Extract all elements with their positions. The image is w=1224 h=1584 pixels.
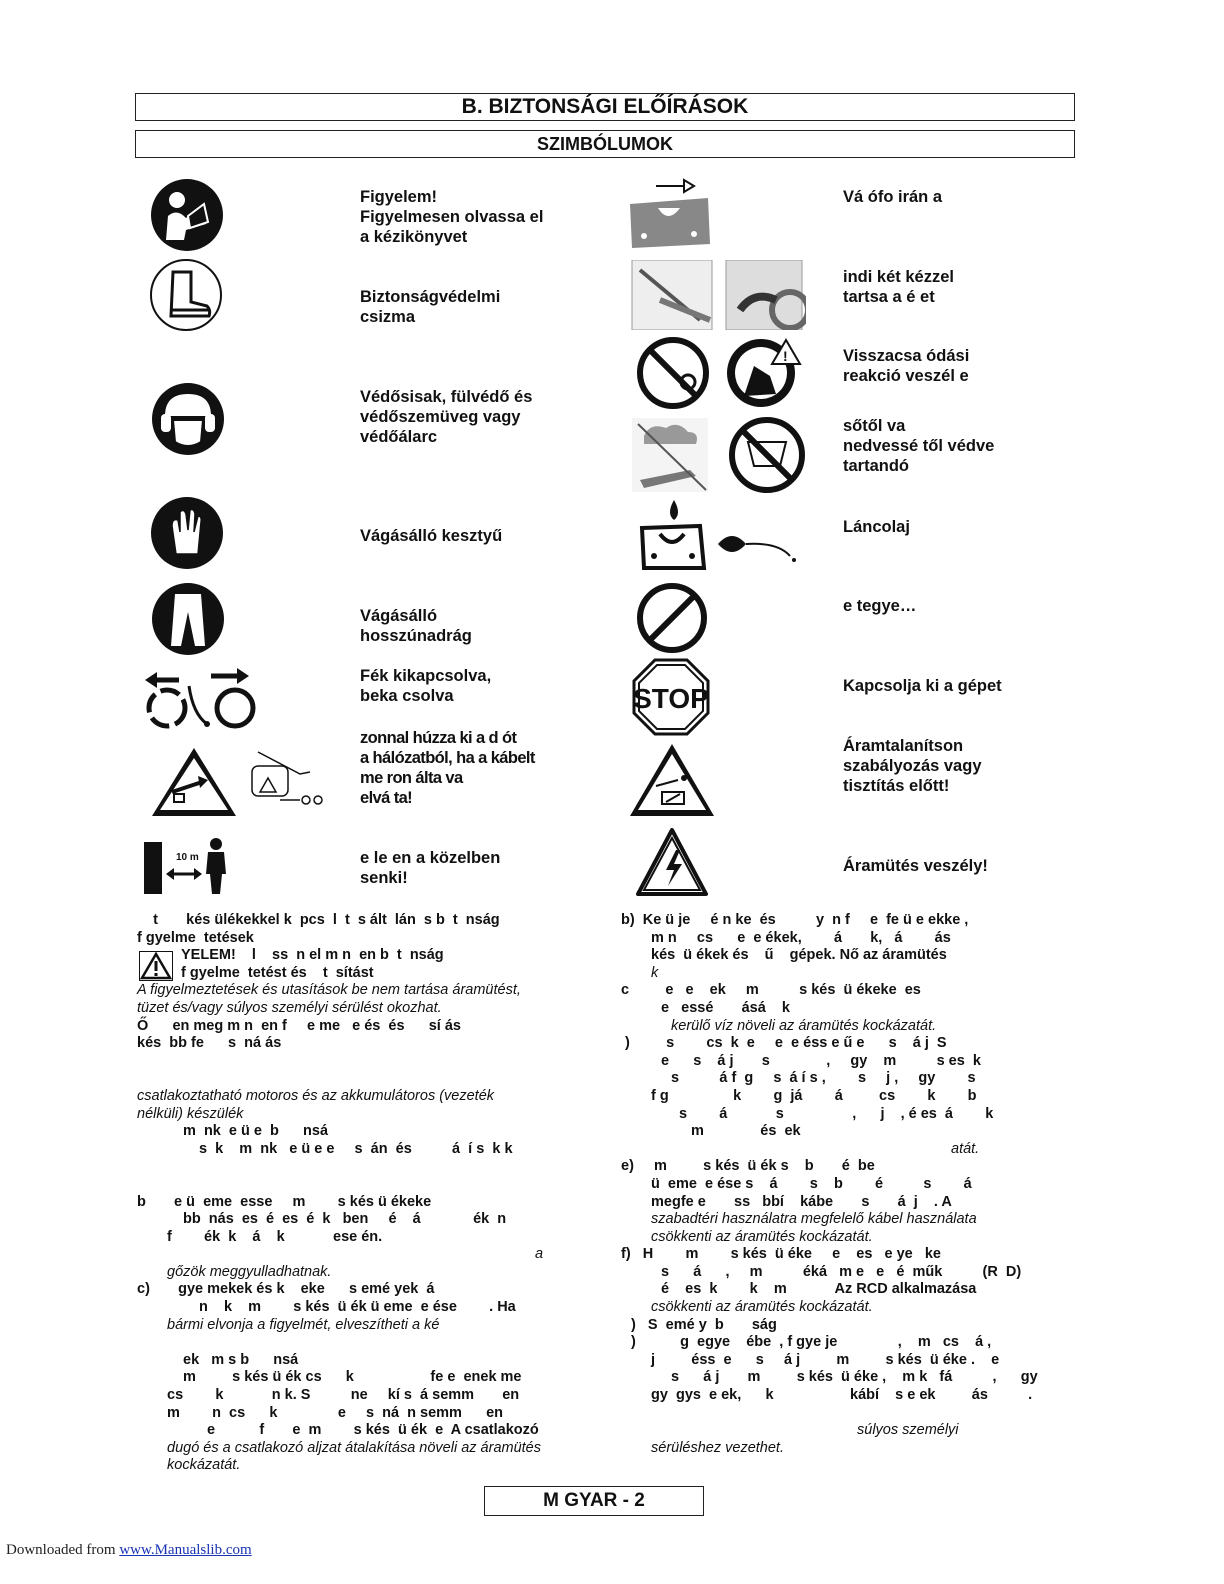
text-line: gy gys e ek, k kábí s e ek ás . [651, 1387, 1033, 1404]
text-line [621, 1405, 1091, 1423]
text-line: n k m s kés ü ék ü eme e ése . Ha [199, 1299, 516, 1316]
text-line: s á f g s á í s , s j , gy s [671, 1070, 976, 1087]
symbol-label-two-hands: indi két kézzel tartsa a é et [843, 268, 954, 306]
text-line: kerülő víz növeli az áramütés kockázatát. [671, 1017, 937, 1034]
text-line [137, 1176, 607, 1194]
text-line [137, 1070, 607, 1088]
download-prefix: Downloaded from [6, 1542, 120, 1558]
page-number: M GYAR - 2 [484, 1486, 704, 1516]
symbol-label-chain-direction: Vá ófo irán a [843, 188, 943, 206]
symbol-label-safety-boots: Biztonságvédelmi csizma [360, 288, 501, 326]
text-line: súlyos személyi [857, 1422, 959, 1439]
symbol-label-gloves: Vágásálló kesztyű [360, 527, 503, 545]
right-text-column [621, 912, 1091, 1457]
symbol-label-distance: e le en a közelben senki! [360, 849, 501, 887]
text-line: gőzök meggyulladhatnak. [167, 1263, 332, 1280]
symbol-label-kickback: Visszacsa ódási reakció veszél e [843, 347, 970, 385]
text-line: m n cs e e ékek, á k, á ás [651, 929, 951, 946]
text-line: kés bb fe s ná ás [137, 1035, 282, 1052]
text-line: s á s , j , é es á k [679, 1105, 994, 1122]
left-text-column [137, 912, 607, 1475]
text-line: Ő en meg m n en f e me e és és sí ás [137, 1017, 461, 1034]
text-line: b e ü eme esse m s kés ü ékeke [137, 1193, 432, 1210]
trousers-icon [151, 582, 225, 656]
symbol-label-electric-shock: Áramütés veszély! [843, 857, 988, 875]
text-line: csatlakoztatható motoros és az akkumulátoros (vezeték [137, 1087, 495, 1104]
chain-direction-icon [628, 178, 716, 250]
svg-text:!: ! [783, 348, 788, 364]
text-line: ) s cs k e e e éss e ű e s á j S [621, 1035, 947, 1052]
text-line: m nk e ü e b nsá [183, 1123, 329, 1140]
symbol-label-prohibited: e tegye… [843, 597, 917, 615]
text-line: csökkenti az áramütés kockázatát. [651, 1299, 873, 1316]
two-hands-icon [630, 260, 806, 330]
gloves-icon [150, 496, 224, 570]
text-line: dugó és a csatlakozó aljzat átalakítása növeli az áramütés [167, 1439, 541, 1456]
helmet-ear-eye-protection-icon [151, 382, 225, 456]
text-line: tüzet és/vagy súlyos személyi sérülést okozhat. [137, 999, 442, 1016]
text-line: kés ü ékek és ű gépek. Nő az áramütés [651, 947, 947, 964]
kickback-icon [636, 336, 806, 410]
text-line: bármi elvonja a figyelmét, elveszítheti a ké [167, 1316, 440, 1333]
symbol-label-disconnect: Áramtalanítson szabályozás vagy tisztítás előtt! [843, 737, 982, 795]
text-line: f g k g já á cs k b [651, 1087, 977, 1104]
svg-text:STOP: STOP [633, 683, 709, 714]
text-line: nélküli) készülék [137, 1105, 244, 1122]
svg-text:10 m: 10 m [176, 852, 199, 863]
text-line: s á j m s kés ü éke , m k fá , gy [671, 1369, 1038, 1386]
text-line: ) g egye ébe , f gye je , m cs á , [631, 1334, 992, 1351]
text-line: é es k k m Az RCD alkalmazása [661, 1281, 977, 1298]
text-line: c) gye mekek és k eke s emé yek á [137, 1281, 435, 1298]
text-line: A figyelmeztetések és utasítások be nem tartása áramütést, [137, 982, 521, 999]
text-line: ü eme e ése s á s b é s á [651, 1175, 972, 1192]
electric-shock-icon [636, 828, 708, 898]
brake-icon [141, 664, 263, 732]
stop-icon [632, 658, 710, 736]
text-line: atát. [951, 1140, 980, 1157]
symbol-label-read-manual: Figyelem! Figyelmesen olvassa el a kézikönyvet [360, 188, 544, 246]
text-line: sérüléshez vezethet. [651, 1439, 784, 1456]
text-line [137, 1158, 607, 1176]
text-line: s á , m éká m e e é műk (R D) [661, 1263, 1022, 1280]
text-line: f gyelme tetést és t sítást [181, 964, 374, 981]
text-line: cs k n k. S ne kí s á semm en [167, 1387, 520, 1404]
text-line: m és ek [691, 1123, 801, 1140]
symbol-label-rain: sőtől va nedvessé től védve tartandó [843, 417, 995, 475]
page-title: B. BIZTONSÁGI ELŐÍRÁSOK [135, 93, 1075, 121]
download-note [6, 1542, 252, 1559]
text-line: e essé ásá k [661, 999, 790, 1016]
text-line: k [651, 964, 659, 981]
text-line: f) H m s kés ü éke e es e ye ke [621, 1246, 941, 1263]
text-line: csökkenti az áramütés kockázatát. [651, 1228, 873, 1245]
disconnect-before-service-icon [628, 742, 716, 818]
text-line: YELEM! l ss n el m n en b t nság [181, 947, 444, 964]
symbol-label-head-protection: Védősisak, fülvédő és védőszemüveg vagy védőálarc [360, 388, 533, 446]
read-manual-icon [150, 178, 224, 252]
keep-distance-icon [140, 836, 232, 898]
text-line [137, 1334, 607, 1352]
safety-boot-icon [149, 258, 223, 332]
text-line: szabadtéri használatra megfelelő kábel használata [651, 1211, 977, 1228]
text-line: e s á j s , gy m s es k [661, 1052, 981, 1069]
symbol-label-stop: Kapcsolja ki a gépet [843, 677, 1002, 695]
text-line: m n cs k e s ná n semm en [167, 1404, 504, 1421]
symbol-label-chain-oil: Láncolaj [843, 518, 910, 536]
text-line: t kés ülékekkel k pcs l t s ált lán s b t nság [137, 912, 500, 928]
text-line [137, 1053, 607, 1071]
text-line: bb nás es é es é k ben é á ék n [183, 1211, 507, 1228]
prohibited-icon [636, 582, 708, 654]
text-line: f ék k á k ese én. [167, 1228, 383, 1245]
text-line: a [535, 1246, 544, 1263]
rain-protect-icon [630, 416, 810, 494]
unplug-warning-icon [150, 744, 330, 820]
text-line: b) Ke ü je é n ke és y n f e fe ü e ekke , [621, 912, 969, 928]
text-line: s k m nk e ü e e s án és á í s k k [199, 1140, 513, 1157]
text-line: j éss e s á j m s kés ü éke . e [651, 1351, 1000, 1368]
symbol-label-unplug: zonnal húzza ki a d ót a hálózatból, ha a kábelt me ron álta va elvá ta! [360, 729, 535, 807]
symbol-label-brake: Fék kikapcsolva, beka csolva [360, 667, 492, 705]
symbol-label-trousers: Vágásálló hosszúnadrág [360, 607, 472, 645]
text-line: kockázatát. [167, 1457, 241, 1474]
text-line: m s kés ü ék cs k fe e enek me [183, 1369, 522, 1386]
manualslib-link[interactable]: www.Manualslib.com [119, 1542, 252, 1558]
text-line: ek m s b nsá [183, 1351, 299, 1368]
text-line: f gyelme tetések [137, 929, 254, 946]
text-line: c e e ek m s kés ü ékeke es [621, 982, 921, 999]
chain-oil-icon [638, 498, 800, 570]
text-line: ) S emé y b ság [631, 1316, 777, 1333]
text-line: e) m s kés ü ék s b é be [621, 1158, 875, 1175]
section-subtitle: SZIMBÓLUMOK [135, 130, 1075, 158]
text-line: megfe e ss bbí kábe s á j . A [651, 1193, 952, 1210]
text-line: e f e m s kés ü ék e A csatlakozó [207, 1422, 539, 1439]
